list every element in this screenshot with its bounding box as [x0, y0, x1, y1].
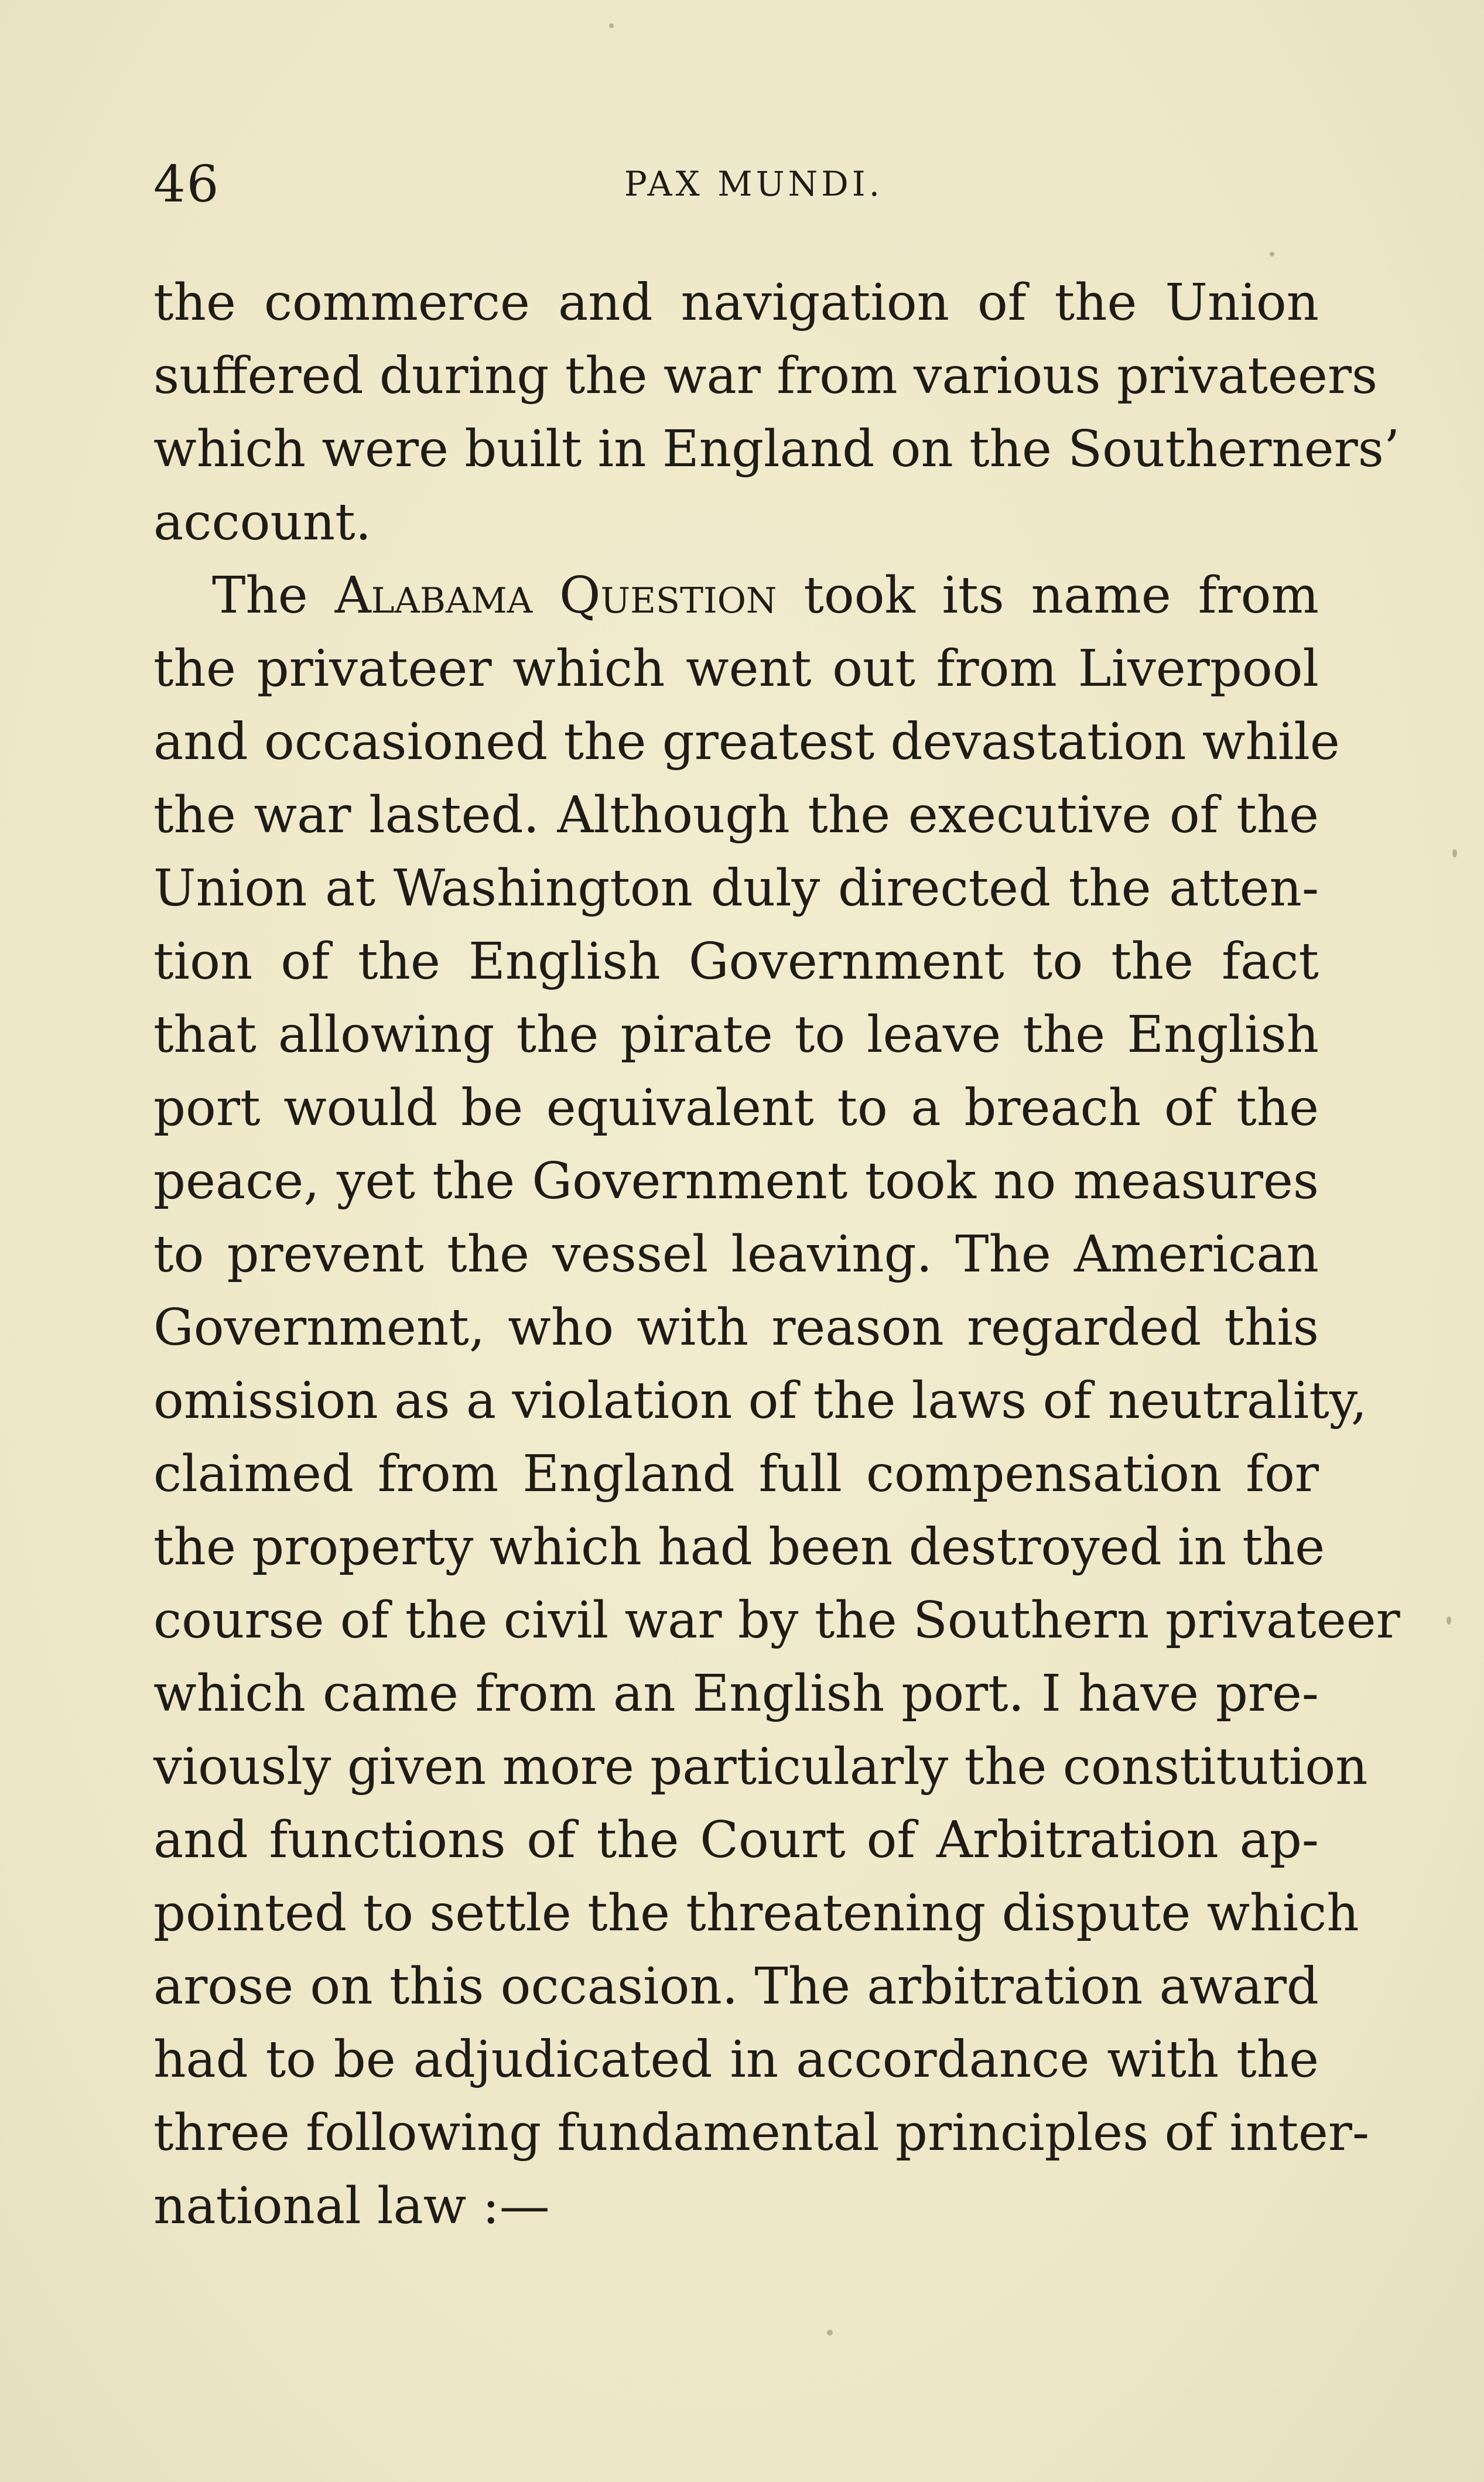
text-line-3: which were built in England on the Southerners’ [153, 420, 1400, 478]
text-line-26: three following fundamental principles of inter- [153, 2104, 1370, 2162]
text-line-22: and functions of the Court of Arbitration ap- [153, 1811, 1319, 1869]
paper-speck [1452, 849, 1457, 857]
alabama-question-term: Alabama Question [334, 566, 777, 625]
paper-speck [1447, 1616, 1451, 1625]
text-line-17: claimed from England full compensation for [153, 1445, 1319, 1503]
text-line-14: to prevent the vessel leaving. The American [153, 1225, 1319, 1284]
text-line-5-end: took its name from [777, 566, 1319, 625]
text-line-25: had to be adjudicated in accordance with the [153, 2030, 1319, 2089]
text-line-16: omission as a violation of the laws of neutrality, [153, 1372, 1367, 1430]
paper-speck [609, 23, 614, 28]
page-number: 46 [153, 155, 220, 214]
text-line-7: and occasioned the greatest devastation while [153, 713, 1340, 771]
body-text [153, 266, 1400, 2243]
text-line-12: port would be equivalent to a breach of the [153, 1079, 1319, 1137]
text-line-20: which came from an English port. I have pre- [153, 1664, 1319, 1723]
text-line-10: tion of the English Government to the fact [153, 932, 1319, 991]
text-line-11: that allowing the pirate to leave the English [153, 1006, 1319, 1064]
text-line-8: the war lasted. Although the executive of the [153, 786, 1319, 845]
text-line-21: viously given more particularly the constitution [153, 1738, 1368, 1796]
running-head: PAX MUNDI. [624, 164, 884, 204]
page-header [153, 152, 1319, 217]
text-line-15: Government, who with reason regarded this [153, 1298, 1319, 1357]
text-line-4: account. [153, 493, 372, 552]
text-line-24: arose on this occasion. The arbitration award [153, 1957, 1319, 2016]
text-line-13: peace, yet the Government took no measures [153, 1152, 1319, 1211]
text-line-18: the property which had been destroyed in the [153, 1518, 1325, 1577]
text-line-2: suffered during the war from various privateers [153, 347, 1378, 405]
paper-speck [1270, 252, 1274, 257]
text-line-9: Union at Washington duly directed the atten- [153, 859, 1319, 918]
text-line-23: pointed to settle the threatening dispute which [153, 1884, 1359, 1943]
text-line-5 [153, 559, 1319, 633]
text-line-6: the privateer which went out from Liverpool [153, 640, 1319, 698]
text-line-5-start: The [212, 566, 335, 625]
text-line-1: the commerce and navigation of the Union [153, 274, 1319, 332]
paper-speck [827, 2330, 833, 2336]
text-line-19: course of the civil war by the Southern privateer [153, 1591, 1400, 1650]
text-line-27: national law :— [153, 2177, 550, 2235]
